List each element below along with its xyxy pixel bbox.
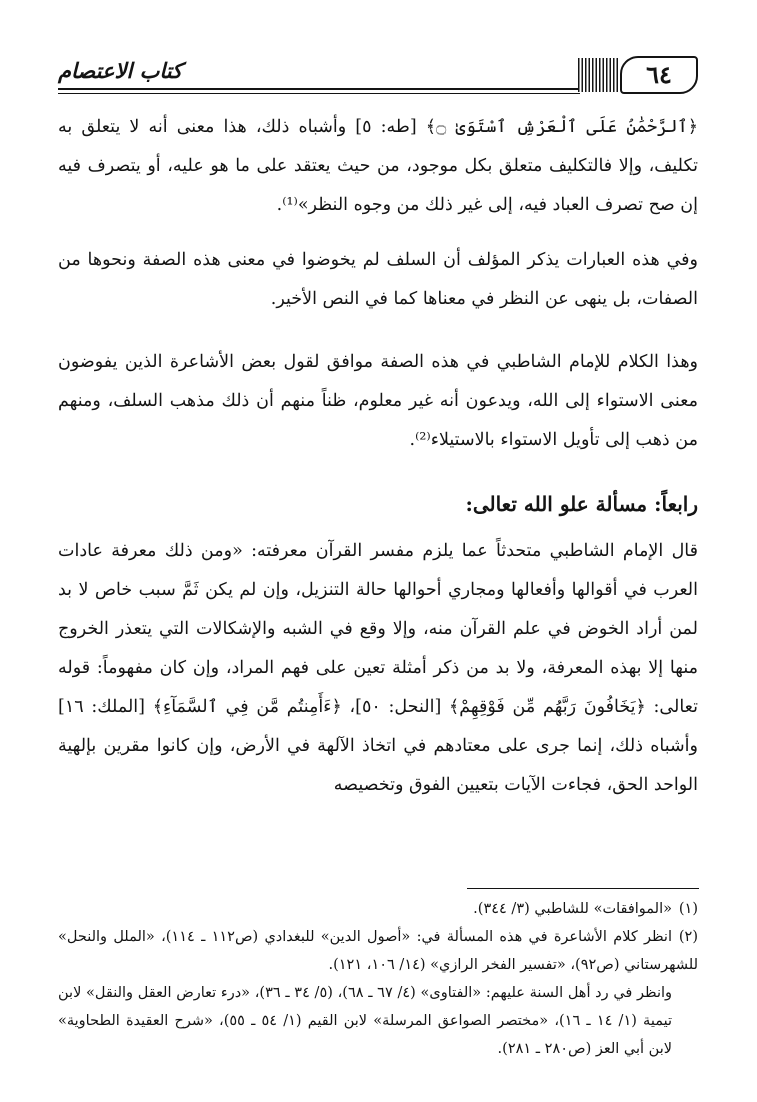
footnotes — [58, 895, 698, 1063]
footnote-1 — [58, 895, 698, 923]
footnote-1-number: (١) — [678, 901, 698, 917]
paragraph-1: ﴿ٱلرَّحْمَٰنُ عَلَى ٱلْعَرْشِ ٱسْتَوَىٰ ۝﴾ [طه: ٥] وأشباه ذلك، هذا معنى أنه لا يتعلق به تكليف، وإلا فالتكليف متعلق بكل موجود، من حيث يعتقد على ما هو عليه، أو يتصرف فيه إن صح تصرف العباد فيه، إلى غير ذلك من وجوه النظر»⁽¹⁾. — [58, 117, 698, 215]
paragraph-4: قال الإمام الشاطبي متحدثاً عما يلزم مفسر القرآن معرفته: «ومن ذلك معرفة عادات العرب في أقوالها وأفعالها ومجاري أحوالها حالة التنزيل، وإن لم يكن ثَمَّ سبب خاص لا بد لمن أراد الخوض في علم القرآن منه، وإلا وقع في الشبه والإشكالات التي يتعذر الخروج منها إلا بهذه المعرفة، ولا بد من ذكر أمثلة تعين على فهم المراد، وإن كان مفهوماً: قوله تعالى: ﴿يَخَافُونَ رَبَّهُم مِّن فَوْقِهِمْ﴾ [النحل: ٥٠]، ﴿ءَأَمِنتُم مَّن فِي ٱلسَّمَآءِ﴾ [الملك: ١٦] وأشباه ذلك، إنما جرى على معتادهم في اتخاذ الآلهة في الأرض، وإن كانوا مقرين بإلهية الواحد الحق، فجاءت الآيات بتعيين الفوق وتخصيصه — [58, 541, 698, 795]
header-rule — [58, 88, 580, 90]
footnote-1-text: «الموافقات» للشاطبي (٣/ ٣٤٤). — [473, 901, 672, 917]
main-text — [58, 108, 698, 829]
footnote-2-text: انظر كلام الأشاعرة في هذه المسألة في: «أصول الدين» للبغدادي (ص١١٢ ـ ١١٤)، «الملل والنحل» للشهرستاني (ص٩٢)، «تفسير الفخر الرازي» (١٤/ ١٠٦، ١٢١). — [58, 929, 698, 973]
footnote-2-number: (٢) — [678, 929, 699, 945]
page-number: ٦٤ — [620, 56, 698, 94]
page-number-ornament — [578, 56, 698, 94]
paragraph-3: وهذا الكلام للإمام الشاطبي في هذه الصفة موافق لقول بعض الأشاعرة الذين يفوضون معنى الاستواء إلى الله، ويدعون أنه غير معلوم، ظناً منهم أن ذلك مذهب السلف، ومنهم من ذهب إلى تأويل الاستواء بالاستيلاء⁽²⁾. — [58, 352, 698, 450]
page-header — [58, 54, 698, 98]
paragraph-2: وفي هذه العبارات يذكر المؤلف أن السلف لم يخوضوا في معنى هذه الصفة ونحوها من الصفات، بل ينهى عن النظر في معناها كما في النص الأخير. — [58, 250, 698, 309]
footnote-separator — [467, 888, 699, 889]
running-head-title: كتاب الاعتصام — [58, 58, 183, 83]
header-rule-thin — [58, 93, 580, 94]
footnote-2-continued: وانظر في رد أهل السنة عليهم: «الفتاوى» (٤/ ٦٧ ـ ٦٨)، (٥/ ٣٤ ـ ٣٦)، «درء تعارض العقل والنقل» لابن تيمية (١/ ١٤ ـ ١٦)، «مختصر الصواعق المرسلة» لابن القيم (١/ ٥٤ ـ ٥٥)، «شرح العقيدة الطحاوية» لابن أبي العز (ص٢٨٠ ـ ٢٨١). — [58, 985, 673, 1057]
footnote-2 — [58, 923, 698, 979]
ornament-bars — [578, 58, 618, 92]
section-heading: رابعاً: مسألة علو الله تعالى: — [465, 492, 698, 516]
